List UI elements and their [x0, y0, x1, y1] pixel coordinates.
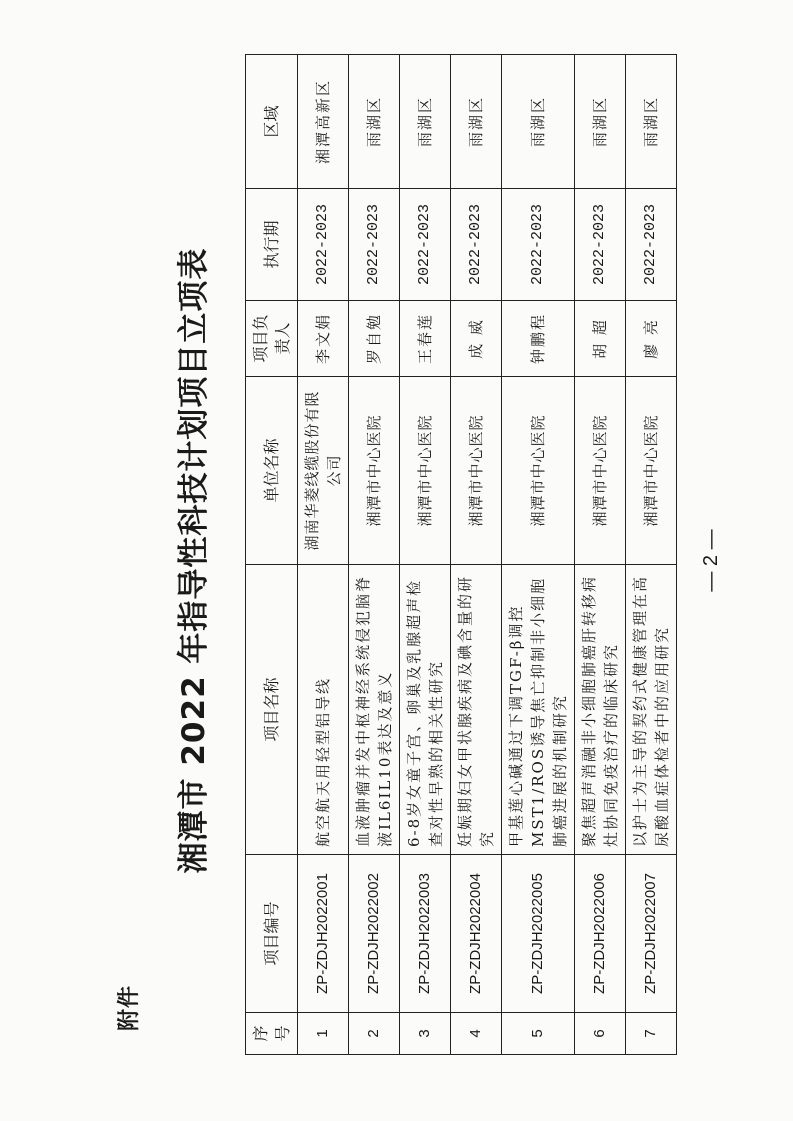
cell-period: 2022-2023: [298, 189, 349, 301]
cell-seq: 6: [575, 1013, 626, 1055]
cell-code: ZP-ZDJH2022006: [575, 855, 626, 1013]
table-row: [400, 55, 451, 1055]
cell-area: 湘潭高新区: [298, 55, 349, 189]
cell-period: 2022-2023: [400, 189, 451, 301]
cell-seq: 2: [349, 1013, 400, 1055]
cell-leader: 王春莲: [400, 301, 451, 377]
cell-seq: 5: [502, 1013, 575, 1055]
cell-area: 雨湖区: [502, 55, 575, 189]
cell-unit: 湘潭市中心医院: [451, 377, 502, 565]
cell-area: 雨湖区: [626, 55, 677, 189]
cell-name: 航空航天用轻型铝导线: [298, 565, 349, 855]
cell-code: ZP-ZDJH2022001: [298, 855, 349, 1013]
cell-code: ZP-ZDJH2022004: [451, 855, 502, 1013]
attachment-label: 附件: [117, 984, 142, 1031]
cell-leader: 钟鹏程: [502, 301, 575, 377]
cell-area: 雨湖区: [349, 55, 400, 189]
table-row: [451, 55, 502, 1055]
cell-name: 妊娠期妇女甲状腺疾病及碘含量的研究: [451, 565, 502, 855]
cell-code: ZP-ZDJH2022002: [349, 855, 400, 1013]
cell-code: ZP-ZDJH2022003: [400, 855, 451, 1013]
header-leader: 项目负责人: [246, 301, 298, 377]
cell-unit: 湘潭市中心医院: [400, 377, 451, 565]
cell-unit: 湖南华菱线缆股份有限公司: [298, 377, 349, 565]
header-area: 区域: [246, 55, 298, 189]
cell-seq: 4: [451, 1013, 502, 1055]
table-row: [626, 55, 677, 1055]
cell-unit: 湘潭市中心医院: [575, 377, 626, 565]
cell-leader: 成 威: [451, 301, 502, 377]
cell-seq: 1: [298, 1013, 349, 1055]
cell-area: 雨湖区: [451, 55, 502, 189]
cell-name: 6-8岁女童子宫、卵巢及乳腺超声检查对性早熟的相关性研究: [400, 565, 451, 855]
cell-code: ZP-ZDJH2022007: [626, 855, 677, 1013]
header-name: 项目名称: [246, 565, 298, 855]
project-table: [245, 54, 677, 1055]
cell-period: 2022-2023: [575, 189, 626, 301]
cell-leader: 廖 亮: [626, 301, 677, 377]
header-unit: 单位名称: [246, 377, 298, 565]
table-row: [349, 55, 400, 1055]
table-row: [298, 55, 349, 1055]
cell-leader: 罗自勉: [349, 301, 400, 377]
cell-unit: 湘潭市中心医院: [349, 377, 400, 565]
cell-period: 2022-2023: [502, 189, 575, 301]
cell-period: 2022-2023: [349, 189, 400, 301]
cell-name: 甲基莲心碱通过下调TGF-β调控MST1/ROS诱导焦亡抑制非小细胞肺癌进展的机制研究: [502, 565, 575, 855]
cell-period: 2022-2023: [451, 189, 502, 301]
table-row: [502, 55, 575, 1055]
header-code: 项目编号: [246, 855, 298, 1013]
header-seq: 序号: [246, 1013, 298, 1055]
page-number: — 2 —: [700, 529, 722, 592]
table-header-row: [246, 55, 298, 1055]
page-title: 湘潭市 2022 年指导性科技计划项目立项表: [176, 247, 212, 874]
cell-unit: 湘潭市中心医院: [502, 377, 575, 565]
cell-leader: 李文娟: [298, 301, 349, 377]
cell-leader: 胡 超: [575, 301, 626, 377]
cell-unit: 湘潭市中心医院: [626, 377, 677, 565]
cell-seq: 7: [626, 1013, 677, 1055]
cell-seq: 3: [400, 1013, 451, 1055]
cell-name: 以护士为主导的契约式健康管理在高尿酸血症体检者中的应用研究: [626, 565, 677, 855]
cell-period: 2022-2023: [626, 189, 677, 301]
cell-name: 聚焦超声消融非小细胞肺癌肝转移病灶协同免疫治疗的临床研究: [575, 565, 626, 855]
cell-area: 雨湖区: [400, 55, 451, 189]
cell-name: 血液肿瘤并发中枢神经系统侵犯脑脊液IL6IL10表达及意义: [349, 565, 400, 855]
header-period: 执行期: [246, 189, 298, 301]
cell-code: ZP-ZDJH2022005: [502, 855, 575, 1013]
table-row: [575, 55, 626, 1055]
cell-area: 雨湖区: [575, 55, 626, 189]
